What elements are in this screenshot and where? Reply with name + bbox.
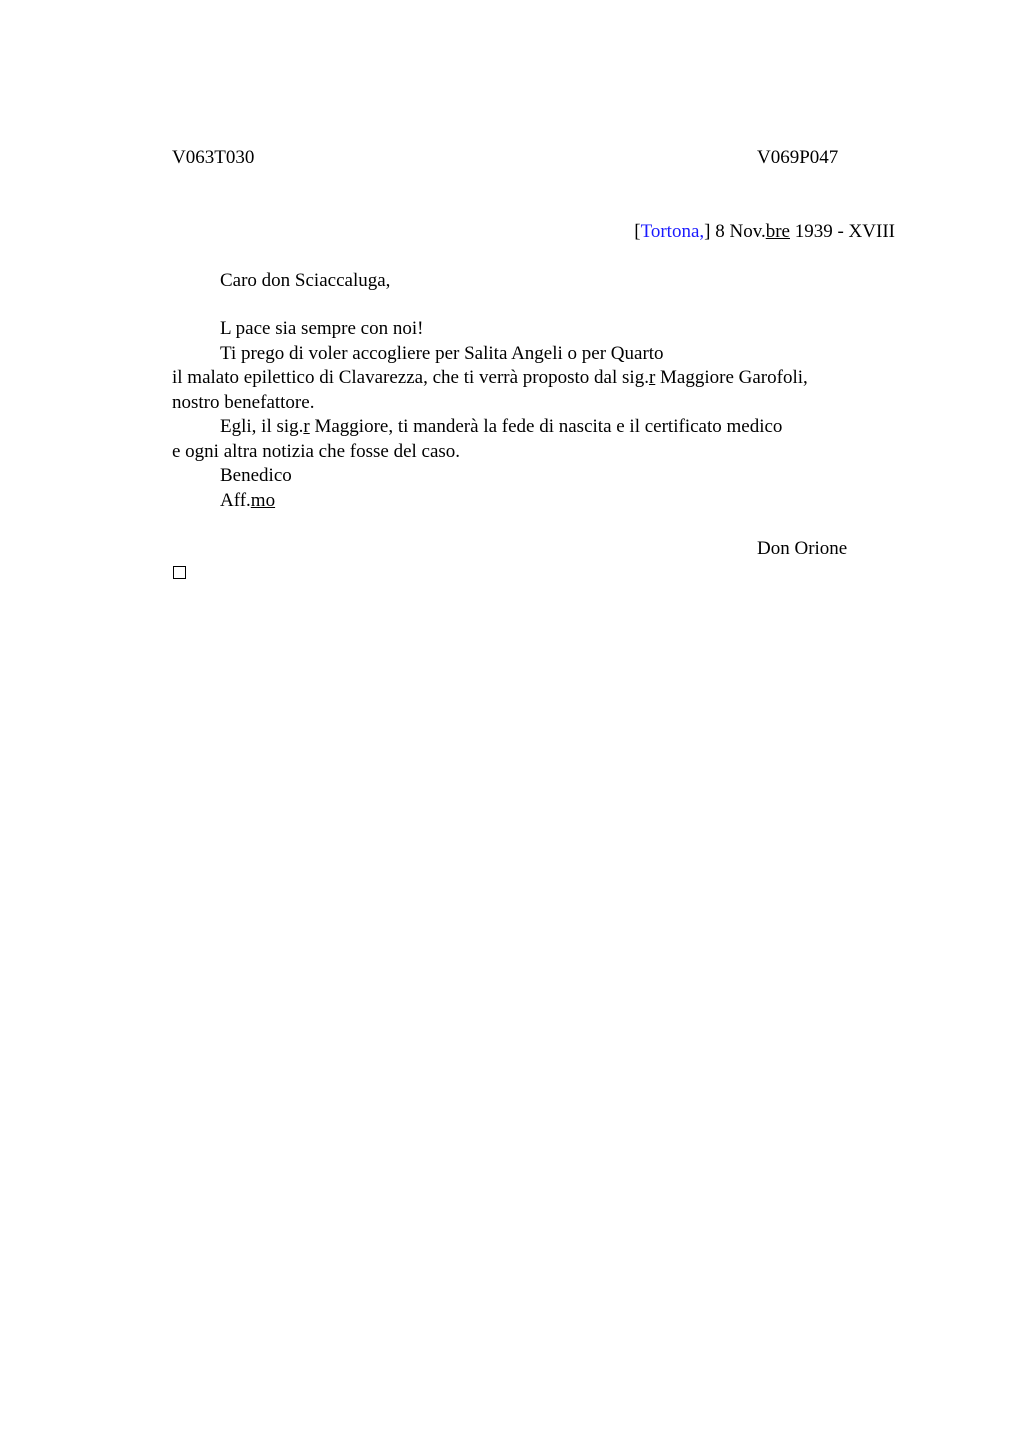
letter-line-3-text-b: Maggiore Garofoli, (655, 367, 808, 388)
archive-code-left: V063T030 (172, 147, 255, 168)
dateline-month-suffix: bre (765, 221, 790, 242)
signature: Don Orione (757, 538, 848, 559)
letter-line-1: L pace sia sempre con noi! (220, 318, 424, 339)
letter-line-3-text-a: il malato epilettico di Clavarezza, che ti verrà proposto dal sig. (172, 367, 649, 388)
letter-line-6: e ogni altra notizia che fosse del caso. (172, 441, 461, 462)
closing-benedico: Benedico (220, 465, 292, 486)
dateline-place: Tortona, (640, 221, 705, 242)
dateline-year: 1939 - XVIII (789, 221, 895, 242)
letter-line-4: nostro benefattore. (172, 392, 315, 413)
letter-line-5-text-b: Maggiore, ti manderà la fede di nascita e il certificato medico (309, 416, 783, 437)
dateline-day-month: 8 Nov. (710, 221, 766, 242)
dateline (634, 220, 895, 244)
letter-line-5-superscript: r (303, 416, 310, 437)
archive-code-right: V069P047 (757, 147, 839, 168)
closing-affmo-text: Aff. (220, 490, 251, 511)
dateline-bracket-close: ] (704, 221, 711, 242)
letter-line-3-superscript: r (648, 367, 656, 388)
closing-affmo (220, 489, 275, 513)
dateline-bracket-open: [ (634, 221, 641, 242)
letter-line-2: Ti prego di voler accogliere per Salita Angeli o per Quarto (220, 343, 664, 364)
empty-square-icon (173, 566, 186, 579)
salutation: Caro don Sciaccaluga, (220, 270, 391, 291)
closing-affmo-superscript: mo (250, 490, 276, 511)
letter-line-5-text-a: Egli, il sig. (220, 416, 304, 437)
letter-line-3 (172, 366, 808, 390)
letter-line-5 (220, 415, 782, 439)
